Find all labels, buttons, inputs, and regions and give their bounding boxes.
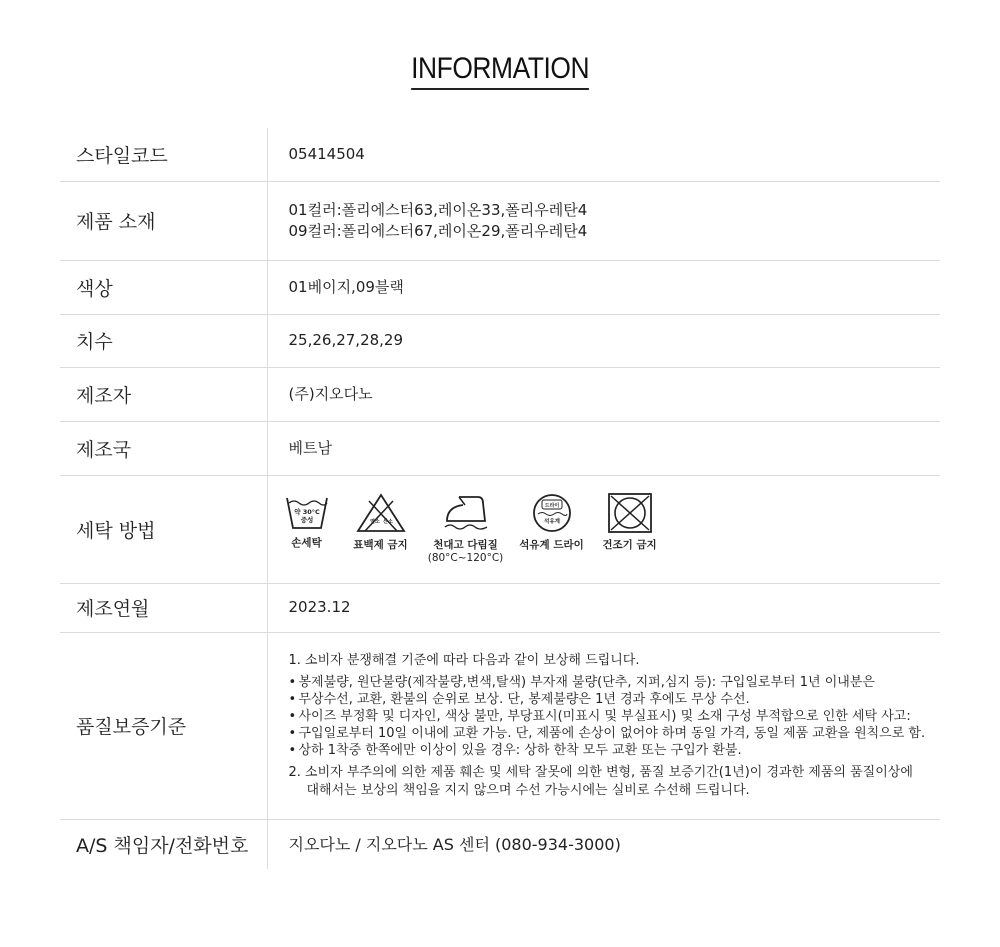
- wash-icon-list: [284, 493, 940, 565]
- label-maker: 제조자: [60, 367, 267, 421]
- quality-bullet-1-line-2: • 무상수선, 교환, 환불의 순위로 보상. 단, 봉제불량은 1년 경과 후에도 무상 수선.: [289, 691, 940, 708]
- row-date: [60, 583, 940, 632]
- hand-wash-icon-text-1: 약 30°C: [293, 508, 320, 516]
- quality-bullet-2-line-1: • 사이즈 부정확 및 디자인, 색상 불만, 부당표시(미표시 및 부실표시) 및 소재 구성 부적합으로 인한 세탁 사고:: [289, 708, 940, 725]
- no-bleach-icon-text-2: 산소: [382, 519, 393, 525]
- info-table: [60, 128, 940, 869]
- label-quality: 품질보증기준: [60, 632, 267, 819]
- value-material: [267, 181, 940, 260]
- label-size: 치수: [60, 314, 267, 367]
- no-bleach-icon-text-1: 염소: [369, 519, 380, 525]
- no-bleach-label: 표백제 금지: [353, 539, 408, 551]
- quality-point-1: 1. 소비자 분쟁해결 기준에 따라 다음과 같이 보상해 드립니다.: [288, 652, 640, 668]
- label-color: 색상: [60, 260, 267, 314]
- label-style-code: 스타일코드: [60, 128, 267, 181]
- hand-wash-icon-text-2: 중성: [300, 516, 313, 524]
- dry-clean-icon-text-2: 석유계: [543, 519, 560, 525]
- hand-wash-icon: [285, 493, 329, 531]
- label-date: 제조연월: [60, 583, 267, 632]
- value-wash: [267, 475, 940, 583]
- wash-item-no-tumble-dry: [599, 493, 661, 552]
- label-as: A/S 책임자/전화번호: [60, 819, 267, 869]
- no-tumble-dry-icon: [607, 493, 653, 533]
- material-line-2: 09컬러:폴리에스터67,레이온29,폴리우레탄4: [288, 221, 588, 240]
- value-as: 지오다노 / 지오다노 AS 센터 (080-934-3000): [288, 834, 621, 854]
- row-as: [60, 819, 940, 869]
- iron-icon: [441, 493, 491, 533]
- dry-clean-label: 석유계 드라이: [519, 539, 584, 551]
- dry-clean-icon-text-1: 드라이: [544, 503, 559, 509]
- label-country: 제조국: [60, 421, 267, 475]
- row-quality: [60, 632, 940, 819]
- iron-label: 천대고 다림질: [433, 539, 498, 551]
- page-title: INFORMATION: [411, 50, 589, 90]
- row-size: [60, 314, 940, 367]
- dry-clean-icon: [530, 493, 574, 533]
- value-quality: [267, 632, 940, 819]
- row-color: [60, 260, 940, 314]
- wash-item-no-bleach: [349, 493, 413, 552]
- row-style-code: [60, 128, 940, 181]
- hand-wash-label: 손세탁: [291, 537, 322, 549]
- wash-item-hand-wash: [284, 493, 330, 550]
- value-date: 2023.12: [288, 598, 351, 616]
- no-bleach-icon: [356, 493, 406, 533]
- iron-temp-label: (80°C~120°C): [427, 552, 504, 564]
- wash-item-iron: [427, 493, 505, 565]
- row-material: [60, 181, 940, 260]
- title-wrap: [0, 50, 1000, 90]
- value-maker: (주)지오다노: [288, 384, 373, 403]
- no-tumble-dry-label: 건조기 금지: [602, 539, 657, 551]
- value-size: 25,26,27,28,29: [288, 331, 404, 349]
- label-wash: 세탁 방법: [60, 475, 267, 583]
- quality-bullet-1-line-1: • 봉제불량, 원단불량(제작불량,변색,탈색) 부자재 불량(단추, 지퍼,심지 등): 구입일로부터 1년 이내분은: [289, 674, 940, 691]
- value-country: 베트남: [288, 438, 332, 457]
- value-color: 01베이지,09블랙: [288, 277, 404, 296]
- quality-point-2-line-1: 2. 소비자 부주의에 의한 제품 훼손 및 세탁 잘못에 의한 변형, 품질 보증기간(1년)이 경과한 제품의 품질이상에: [288, 764, 913, 780]
- quality-point-2-line-2: 대해서는 보상의 책임을 지지 않으며 수선 가능시에는 실비로 수선해 드립니다.: [306, 782, 750, 798]
- row-maker: [60, 367, 940, 421]
- label-material: 제품 소재: [60, 181, 267, 260]
- wash-item-dry-clean: [517, 493, 587, 552]
- quality-bullet-3: • 상하 1착중 한쪽에만 이상이 있을 경우: 상하 한착 모두 교환 또는 구입가 환불.: [289, 742, 940, 759]
- value-style-code: 05414504: [288, 144, 365, 163]
- row-country: [60, 421, 940, 475]
- row-wash: [60, 475, 940, 583]
- material-line-1: 01컬러:폴리에스터63,레이온33,폴리우레탄4: [288, 200, 588, 219]
- quality-bullet-2-line-2: • 구입일로부터 10일 이내에 교환 가능. 단, 제품에 손상이 없어야 하며 동일 가격, 동일 제품 교환을 원칙으로 함.: [289, 725, 940, 742]
